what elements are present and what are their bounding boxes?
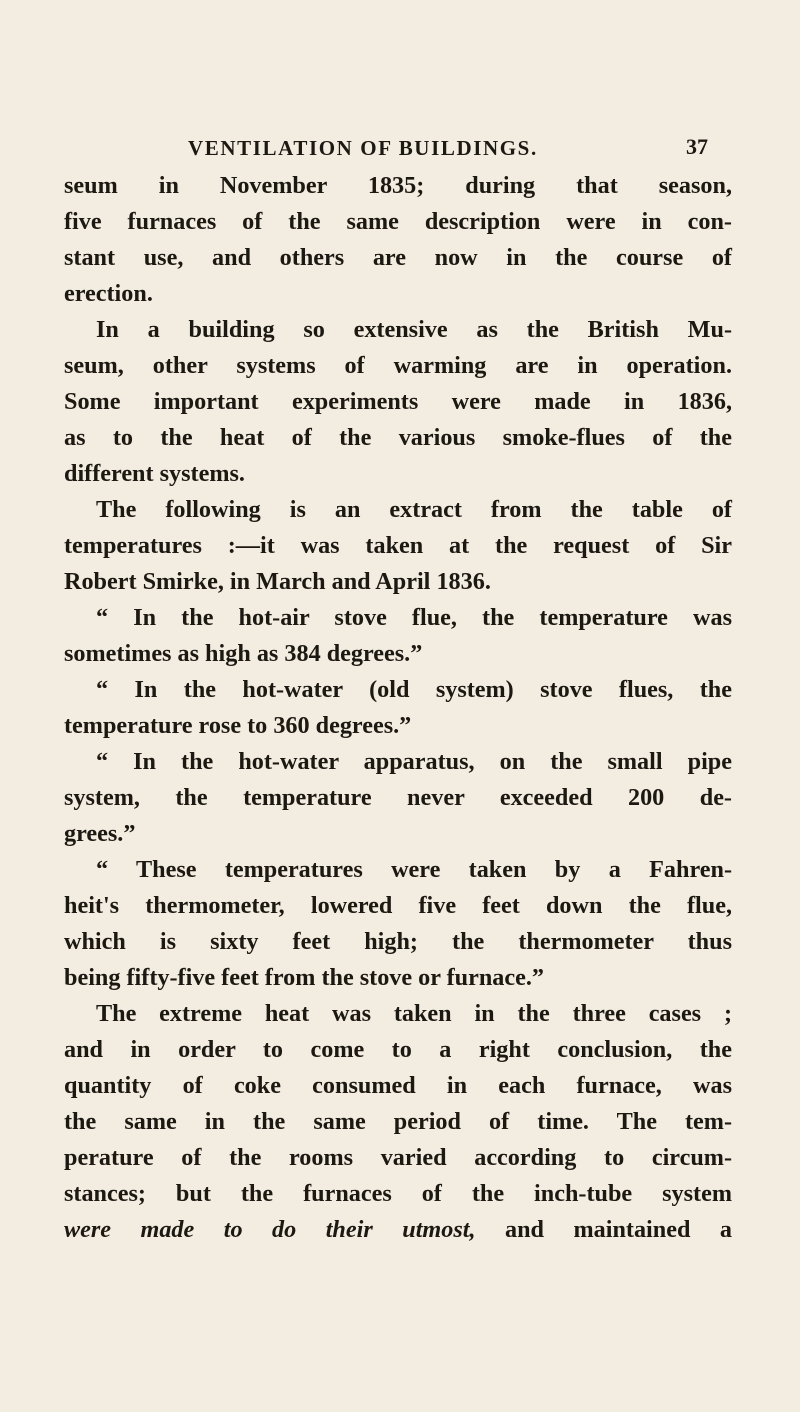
text-line: heit's thermometer, lowered five feet down the flue,	[64, 892, 732, 919]
text-line: being fifty-five feet from the stove or furnace.”	[64, 964, 545, 991]
running-head	[188, 136, 708, 166]
text-line: “ In the hot-air stove flue, the temperature was	[96, 604, 732, 631]
text-line: the same in the same period of time. The tem-	[64, 1108, 732, 1135]
text-line: quantity of coke consumed in each furnace, was	[64, 1072, 732, 1099]
text-line: stances; but the furnaces of the inch-tube system	[64, 1180, 732, 1207]
text-line: and in order to come to a right conclusion, the	[64, 1036, 732, 1063]
text-line: different systems.	[64, 460, 245, 487]
text-line: which is sixty feet high; the thermometer thus	[64, 928, 732, 955]
text-line: stant use, and others are now in the course of	[64, 244, 732, 271]
text-line: “ These temperatures were taken by a Fahren-	[96, 856, 732, 883]
text-line: perature of the rooms varied according to circum-	[64, 1144, 732, 1171]
text-line: In a building so extensive as the British Mu-	[96, 316, 732, 343]
text-line: temperatures :—it was taken at the request of Sir	[64, 532, 732, 559]
text-line: “ In the hot-water apparatus, on the small pipe	[96, 748, 732, 775]
text-line: seum in November 1835; during that season,	[64, 172, 732, 199]
text-line: sometimes as high as 384 degrees.”	[64, 640, 423, 667]
page-number: 37	[686, 134, 708, 159]
text-line: “ In the hot-water (old system) stove flues, the	[96, 676, 732, 703]
text-line: The following is an extract from the table of	[96, 496, 732, 523]
text-line: seum, other systems of warming are in operation.	[64, 352, 732, 379]
text-line: The extreme heat was taken in the three cases ;	[96, 1000, 732, 1027]
text-line: Robert Smirke, in March and April 1836.	[64, 568, 491, 595]
text-line: erection.	[64, 280, 153, 307]
running-title: VENTILATION OF BUILDINGS.	[188, 136, 538, 160]
text-line: system, the temperature never exceeded 200 de-	[64, 784, 732, 811]
text-line: Some important experiments were made in 1836,	[64, 388, 732, 415]
italic-phrase: were made to do their utmost,	[64, 1216, 476, 1243]
body-text	[64, 168, 732, 1248]
text-line: five furnaces of the same description were in con-	[64, 208, 732, 235]
text-line: as to the heat of the various smoke-flues of the	[64, 424, 732, 451]
roman-phrase: and maintained a	[475, 1216, 732, 1243]
text-line-final	[64, 1212, 732, 1248]
text-line: temperature rose to 360 degrees.”	[64, 712, 412, 739]
text-line: grees.”	[64, 820, 136, 847]
